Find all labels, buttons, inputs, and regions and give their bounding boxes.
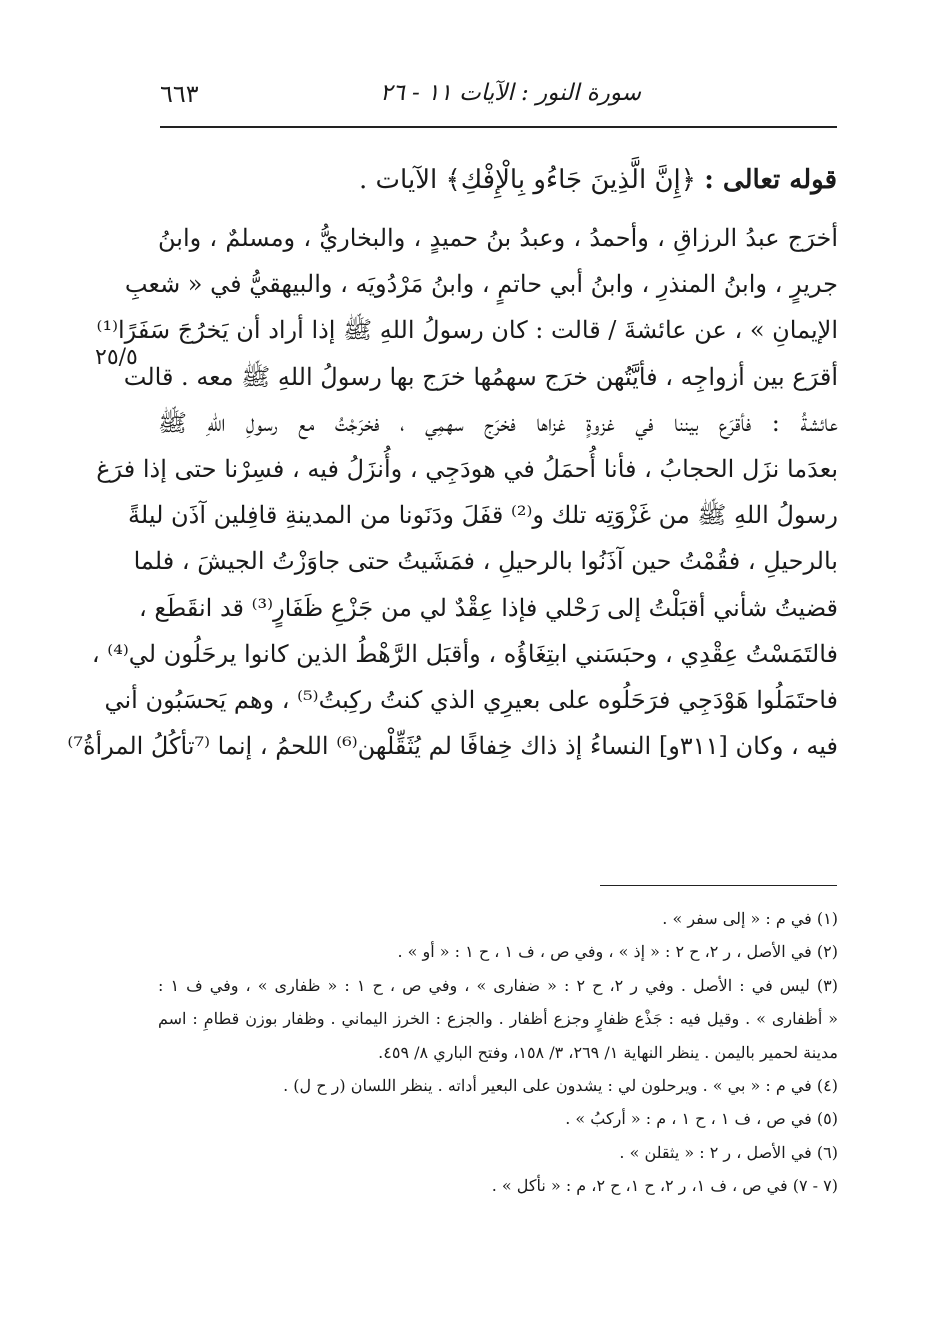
body-line: قضيتُ شأني أقبَلْتُ إلى رَحْلي فإذا عِقْدٌ لي من جَزْعِ ظَفَارٍ⁽³⁾ قد انقَطَع ، bbox=[139, 593, 838, 622]
heading-lead: قوله تعالى : bbox=[704, 165, 837, 195]
body-line: أخرَج عبدُ الرزاقِ ، وأحمدُ ، وعبدُ بنُ حميدٍ ، والبخاريُّ ، ومسلمٌ ، وابنُ bbox=[158, 224, 838, 252]
footnote-divider bbox=[600, 885, 837, 886]
footnote: (٥) في ص ، ف ١ ، ح ١ ، م : « أركبُ » . bbox=[565, 1109, 838, 1129]
footnote: مدينة لحمير باليمن . ينظر النهاية ١/ ٢٦٩، ٣/ ١٥٨، وفتح الباري ٨/ ٤٥٩. bbox=[378, 1042, 838, 1062]
footnote: (٢) في الأصل ، ر ٢، ح ٢ : « إذ » ، وفي ص ، ف ١ ، ح ١ : « أو » . bbox=[397, 942, 838, 962]
footnote: « أظفارى » . وقيل فيه : جَذْع ظفارٍ وجزع أظفار . والجزع : الخرز اليماني . وظفار بوزن قطامِ : اسم bbox=[158, 1009, 838, 1029]
heading-verse: ﴿إِنَّ الَّذِينَ جَاءُو بِالْإِفْكِ﴾ الآيات . bbox=[359, 165, 697, 195]
body-line: بالرحيلِ ، فقُمْتُ حين آذَنُوا بالرحيلِ ، فمَشَيتُ حتى جاوَزْتُ الجيشَ ، فلما bbox=[133, 547, 838, 576]
body-line: فاحتَمَلُوا هَوْدَجِي فرَحَلُوه على بعيرِي الذي كنتُ ركِبتُ⁽⁵⁾ ، وهم يَحسَبُون أني bbox=[104, 685, 838, 714]
body-line: عائشةُ : فأقرَع بيننا في غزوةٍ غزاها فخرَج سهمِي ، فخرَجْتُ مع رسولِ اللهِ ﷺ bbox=[158, 408, 838, 437]
footnote: (٣) ليس في : الأصل . وفي ر ٢، ح ٢ : « ضفارى » ، وفي ص ، ح ١ : « ظفارى » ، وفي ف ١ : bbox=[158, 975, 839, 995]
footnote: (٤) في م : « بي » . ويرحلون لي : يشدون على البعير أداته . ينظر اللسان (ر ح ل) . bbox=[283, 1076, 838, 1096]
body-line: أقرَع بين أزواجِه ، فأيَّتُهن خرَج سهمُها خرَج بها رسولُ اللهِ ﷺ معه . قالت bbox=[123, 362, 838, 391]
footnotes bbox=[158, 902, 838, 1203]
margin-reference: ٢٥/٥ bbox=[95, 345, 138, 370]
body-line: فالتَمَسْتُ عِقْدِي ، وحبَسَني ابتِغَاؤُه ، وأقبَل الرَّهْطُ الذين كانوا يرحَلُون لي⁽⁴⁾ ، bbox=[91, 639, 838, 668]
running-header-title: سورة النور : الآيات ١١ - ٢٦ bbox=[380, 80, 642, 106]
page-number: ٦٦٣ bbox=[160, 80, 199, 108]
body-line: فيه ، وكان [٣١١و] النساءُ إذ ذاك خِفافًا لم يُثَقِّلْهن⁽⁶⁾ اللحمُ ، إنما ⁽⁷تأكُلُ المرأةُ⁷⁾ bbox=[67, 732, 838, 761]
header-divider bbox=[160, 126, 837, 128]
body-line: بعدَما نزَل الحجابُ ، فأنا أُحمَلُ في هودَجِي ، وأُنزَلُ فيه ، فسِرْنا حتى إذا فرَغ bbox=[96, 454, 838, 483]
footnote: (٧ - ٧) في ص ، ف ١، ر ٢، ح ١، ح ٢، م : « نأكل » . bbox=[491, 1176, 838, 1196]
body-line: رسولُ اللهِ ﷺ من غَزْوَتِه تلك و⁽²⁾ قفَلَ ودَنَونا من المدينةِ قافِلين آذَن ليلةً bbox=[128, 501, 838, 530]
footnote: (٦) في الأصل ، ر ٢ : « يثقلن » . bbox=[619, 1142, 838, 1162]
body-line: الإيمانِ » ، عن عائشةَ / قالت : كان رسولُ اللهِ ﷺ إذا أراد أن يَخرُجَ سَفَرًا⁽¹⁾ bbox=[96, 316, 838, 345]
body-line: جريرٍ ، وابنُ المنذرِ ، وابنُ أبي حاتمٍ ، وابنُ مَرْدُويَه ، والبيهقيُّ في « شعبِ bbox=[124, 270, 838, 299]
footnote: (١) في م : « إلى سفر » . bbox=[662, 909, 838, 928]
section-heading bbox=[359, 165, 837, 195]
